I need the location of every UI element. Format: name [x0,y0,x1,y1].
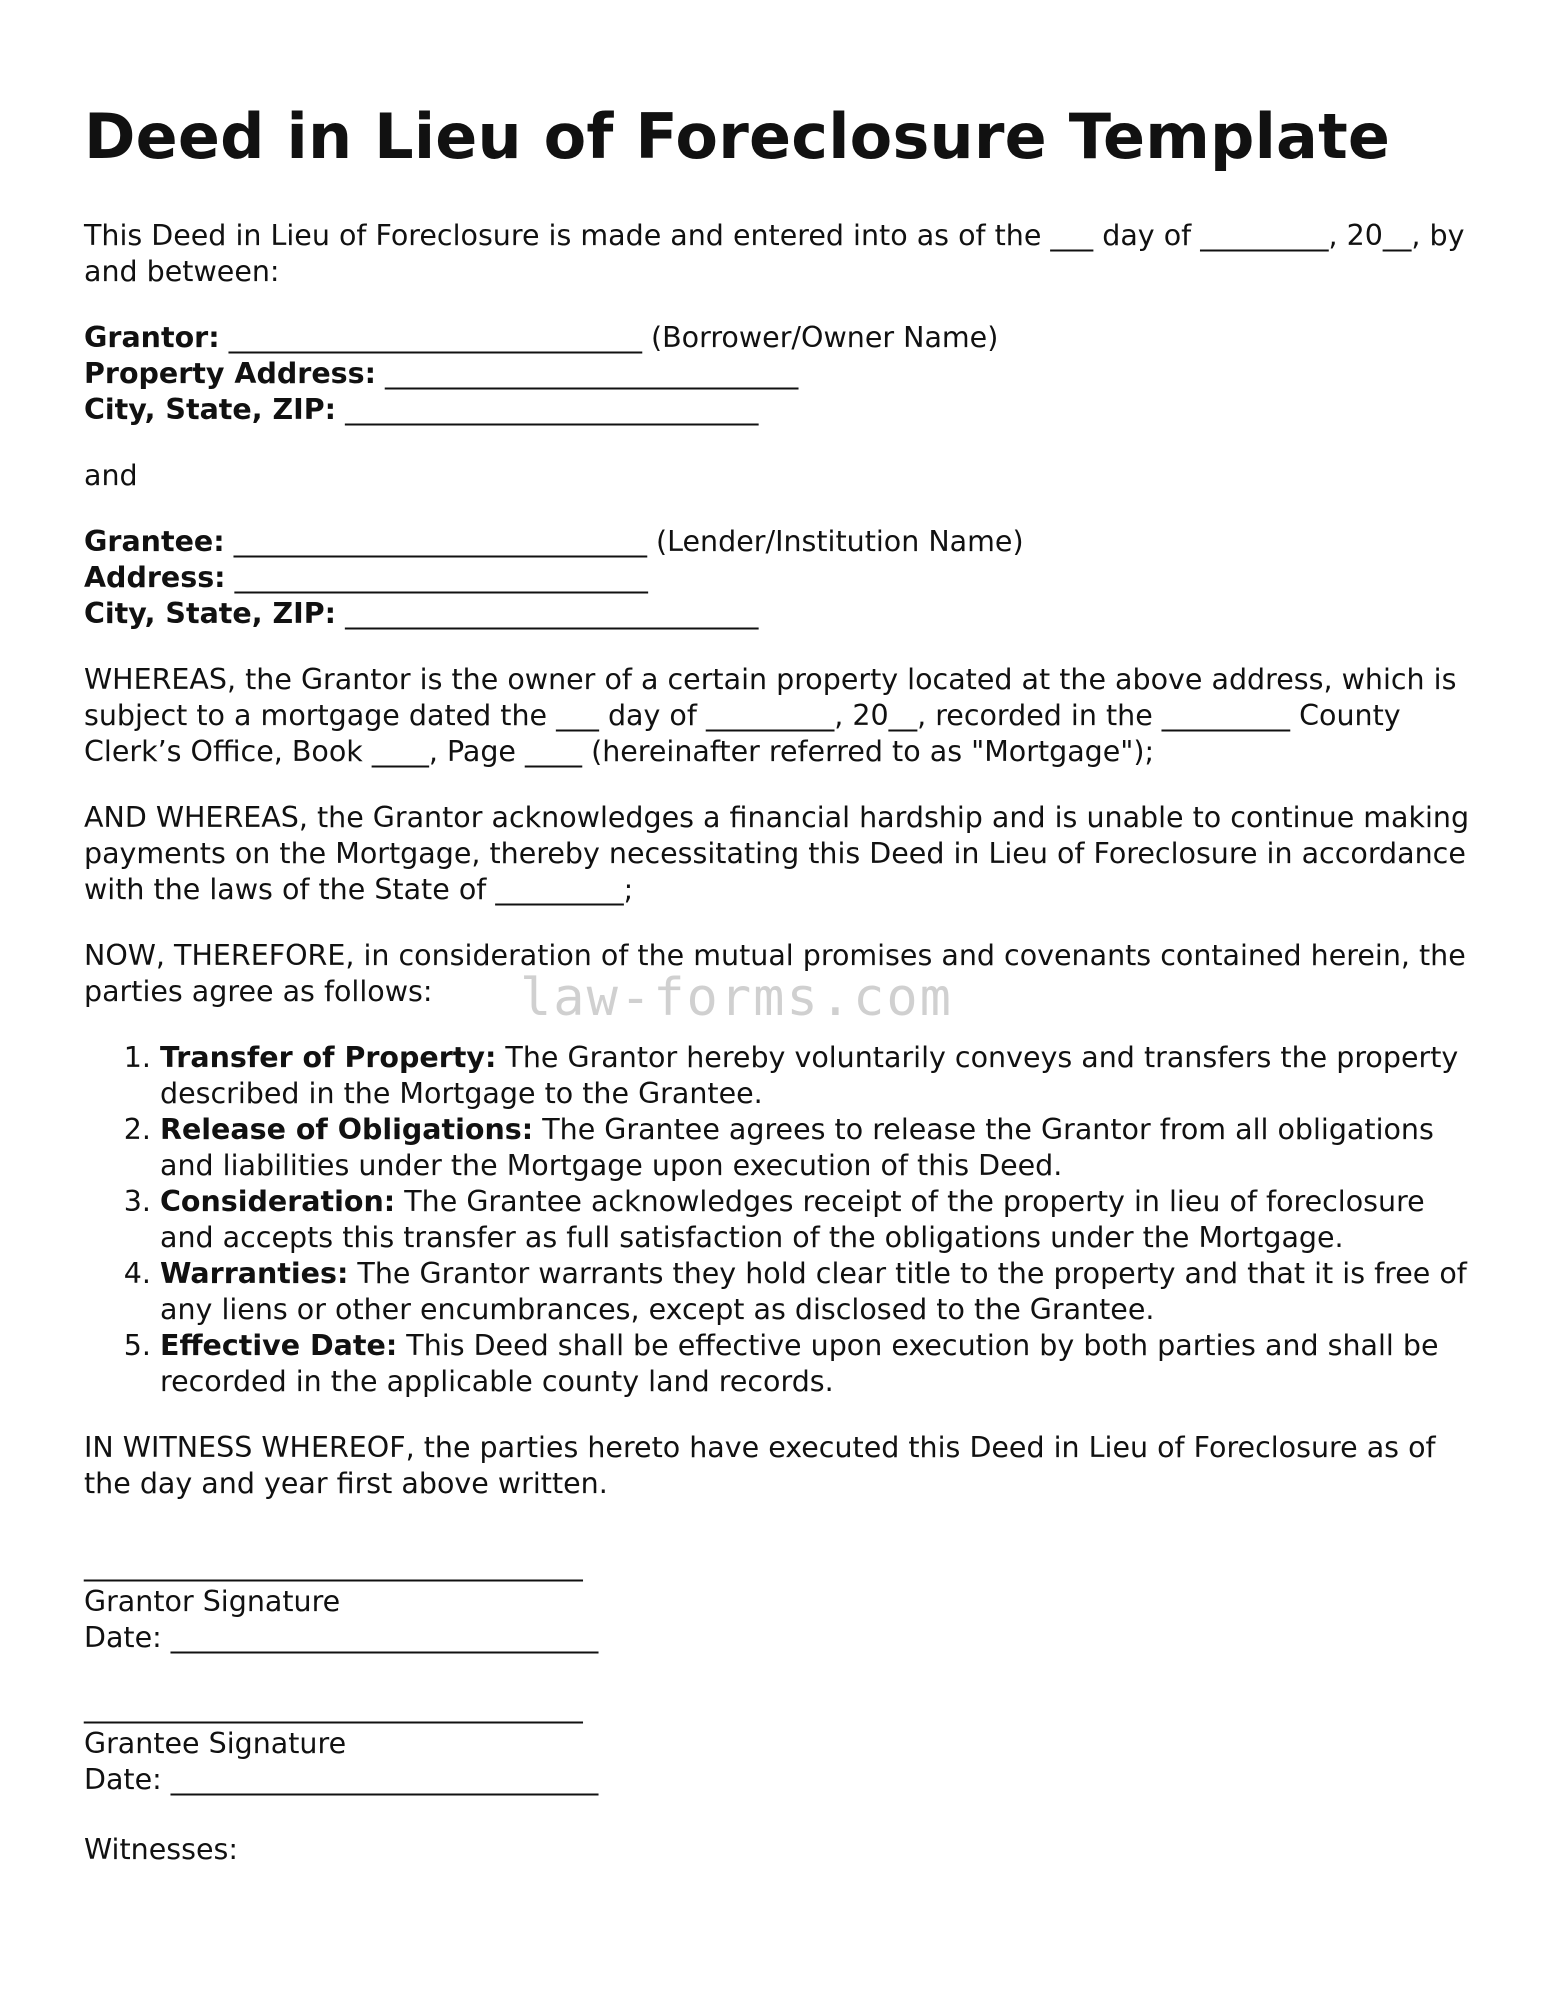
term-label: Effective Date: [160,1329,398,1363]
and-text: and [84,459,138,493]
grantor-signature-line: ___________________________________ [84,1549,583,1583]
term-label: Transfer of Property: [160,1041,497,1075]
grantor-date-line: Date: ______________________________ [84,1621,599,1655]
grantor-value: _____________________________ (Borrower/Owner Name) [219,321,999,355]
term-item [160,1040,1484,1112]
grantee-value: _____________________________ (Lender/Institution Name) [224,525,1024,559]
grantee-label: Grantee: [84,525,225,559]
property-address-value: _____________________________ [376,357,799,391]
witness-clause: IN WITNESS WHEREOF, the parties hereto have executed this Deed in Lieu of Foreclosure as of the day and year first above written. [84,1431,1436,1501]
grantor-block [84,320,1484,428]
intro-paragraph: This Deed in Lieu of Foreclosure is made and entered into as of the ___ day of _________, 20__, by and between: [84,219,1465,289]
grantee-signature-label: Grantee Signature [84,1727,347,1761]
grantor-city-value: _____________________________ [336,393,759,427]
term-text: The Grantor hereby voluntarily conveys and transfers the property described in the Mortgage to the Grantee. [160,1041,1459,1111]
grantee-signature-block [84,1690,1484,1798]
grantee-city-label: City, State, ZIP: [84,597,337,631]
grantor-city-label: City, State, ZIP: [84,393,337,427]
term-item [160,1112,1484,1184]
grantor-signature-block [84,1548,1484,1656]
term-text: This Deed shall be effective upon execution by both parties and shall be recorded in the applicable county land records. [160,1329,1439,1399]
term-label: Release of Obligations: [160,1113,534,1147]
document-title: Deed in Lieu of Foreclosure Template [84,100,1391,173]
term-text: The Grantee agrees to release the Grantor from all obligations and liabilities under the Mortgage upon execution of this Deed. [160,1113,1434,1183]
watermark-text: law-forms.com [520,968,953,1028]
whereas-paragraph-1: WHEREAS, the Grantor is the owner of a certain property located at the above address, which is subject to a mortgage dated the ___ day of _________, 20__, recorded in the _________ County Clerk’s Office, Book ____, Page ____ (hereinafter referred to as "Mortgage"); [84,663,1457,769]
grantor-signature-label: Grantor Signature [84,1585,341,1619]
grantee-city-line [84,596,1484,632]
terms-list [84,1040,1484,1400]
property-address-label: Property Address: [84,357,376,391]
term-text: The Grantor warrants they hold clear title to the property and that it is free of any liens or other encumbrances, except as disclosed to the Grantee. [160,1257,1467,1327]
grantee-city-value: _____________________________ [336,597,759,631]
grantee-block [84,524,1484,632]
witnesses-label: Witnesses: [84,1833,238,1867]
property-address-line [84,356,1484,392]
grantee-signature-line: ___________________________________ [84,1691,583,1725]
grantor-label: Grantor: [84,321,220,355]
grantor-city-line [84,392,1484,428]
grantee-address-label: Address: [84,561,226,595]
whereas-paragraph-2: AND WHEREAS, the Grantor acknowledges a financial hardship and is unable to continue making payments on the Mortgage, thereby necessitating this Deed in Lieu of Foreclosure in accordance with the laws of the State of _________; [84,801,1470,907]
term-label: Warranties: [160,1257,349,1291]
grantee-address-line [84,560,1484,596]
now-therefore-paragraph: NOW, THEREFORE, in consideration of the mutual promises and covenants contained herein, the parties agree as follows: [84,939,1466,1009]
grantee-line [84,524,1484,560]
term-item [160,1184,1484,1256]
grantee-address-value: _____________________________ [225,561,648,595]
term-item [160,1256,1484,1328]
term-text: The Grantee acknowledges receipt of the property in lieu of foreclosure and accepts this transfer as full satisfaction of the obligations under the Mortgage. [160,1185,1425,1255]
term-label: Consideration: [160,1185,396,1219]
term-item [160,1328,1484,1400]
grantor-line [84,320,1484,356]
grantee-date-line: Date: ______________________________ [84,1763,599,1797]
